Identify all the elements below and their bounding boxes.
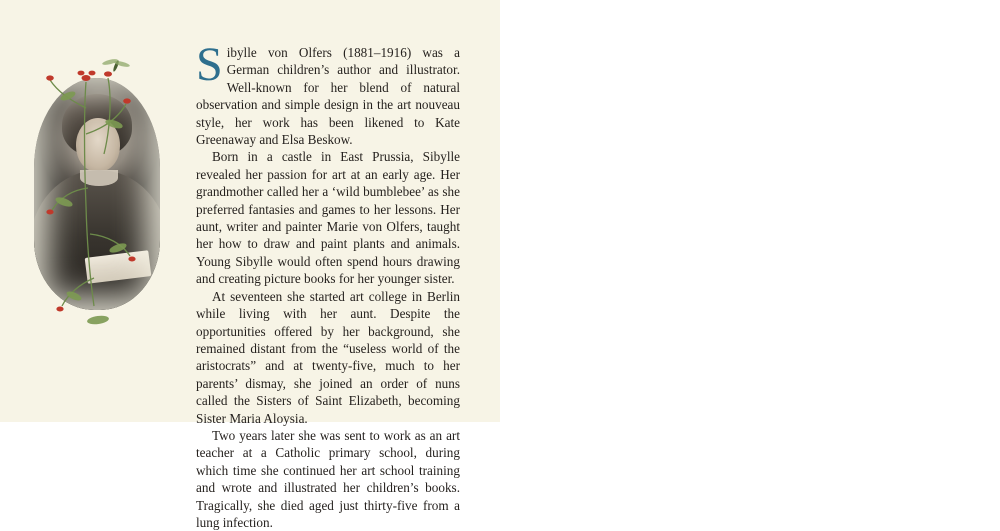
portrait-vignette — [34, 78, 160, 310]
right-page — [500, 0, 1000, 422]
paragraph-1-text: ibylle von Olfers (1881–1916) was a German children’s author and illustrator. Well-known for her blend of natural observation and simple design in the art nouveau style, her work has been likened to Kate Greenaway and Elsa Beskow. — [196, 45, 460, 148]
paragraph-3: At seventeen she started art college in Berlin while living with her aunt. Despite the opportunities offered by her background, she remained distant from the “useless world of the aristocrats” and at twenty-five, much to her parents’ dismay, she joined an order of nuns called the Sisters of Saint Elizabeth, becoming Sister Maria Aloysia. — [196, 288, 460, 426]
dropcap: S — [196, 38, 223, 91]
portrait-photo — [34, 78, 160, 310]
paragraph-1 — [196, 38, 460, 148]
portrait-illustration — [24, 38, 172, 328]
biography-text-column — [196, 38, 460, 531]
paragraph-4: Two years later she was sent to work as an art teacher at a Catholic primary school, during which time she continued her art school training and wrote and illustrated her children’s books. Tragically, she died aged just thirty-five from a lung infection. — [196, 427, 460, 530]
left-page — [0, 0, 500, 530]
paragraph-2: Born in a castle in East Prussia, Sibylle revealed her passion for art at an early age. Her grandmother called her a ‘wild bumblebee’ as she preferred fantasies and games to her lessons. Her aunt, writer and painter Marie von Olfers, taught her how to draw and paint plants and animals. Young Sibylle would often spend hours drawing and creating picture books for her younger sister. — [196, 149, 460, 287]
dragonfly-icon — [102, 58, 131, 72]
